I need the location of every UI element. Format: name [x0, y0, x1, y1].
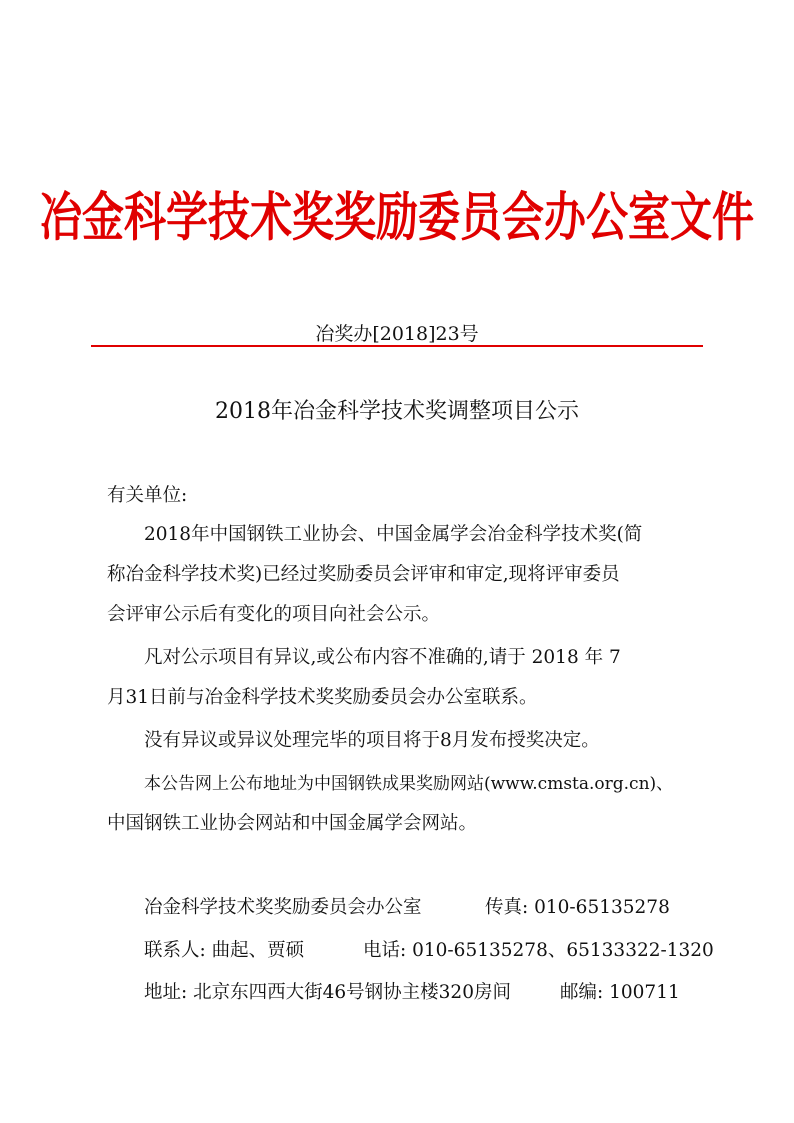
contact-fax: 传真: 010-65135278 [485, 897, 670, 918]
contact-office: 冶金科学技术奖奖励委员会办公室 [144, 897, 422, 918]
red-divider [91, 345, 703, 347]
issuer-title: 冶金科学技术奖奖励委员会办公室文件 [39, 186, 754, 248]
paragraph-1-line-1: 2018年中国钢铁工业协会、中国金属学会冶金科学技术奖(简 [144, 524, 643, 545]
document-title: 2018年冶金科学技术奖调整项目公示 [215, 399, 579, 424]
document-number: 冶奖办[2018]23号 [315, 323, 479, 345]
paragraph-4-line-1: 本公告网上公布地址为中国钢铁成果奖励网站(www.cmsta.org.cn)、 [144, 774, 674, 794]
paragraph-2-line-1: 凡对公示项目有异议,或公布内容不准确的,请于 2018 年 7 [144, 647, 621, 668]
paragraph-3-line-1: 没有异议或异议处理完毕的项目将于8月发布授奖决定。 [144, 730, 600, 751]
paragraph-2-line-2: 月31日前与冶金科学技术奖奖励委员会办公室联系。 [107, 687, 538, 708]
contact-phone: 电话: 010-65135278、65133322-1320 [363, 940, 714, 961]
contact-persons: 联系人: 曲起、贾硕 [144, 940, 305, 961]
salutation: 有关单位: [107, 485, 188, 506]
paragraph-1-line-3: 会评审公示后有变化的项目向社会公示。 [107, 604, 441, 625]
contact-address: 地址: 北京东四西大街46号钢协主楼320房间 [144, 982, 511, 1003]
paragraph-4-line-2: 中国钢铁工业协会网站和中国金属学会网站。 [107, 813, 478, 834]
contact-postcode: 邮编: 100711 [560, 982, 680, 1003]
paragraph-1-line-2: 称冶金科学技术奖)已经过奖励委员会评审和审定,现将评审委员 [107, 564, 620, 585]
